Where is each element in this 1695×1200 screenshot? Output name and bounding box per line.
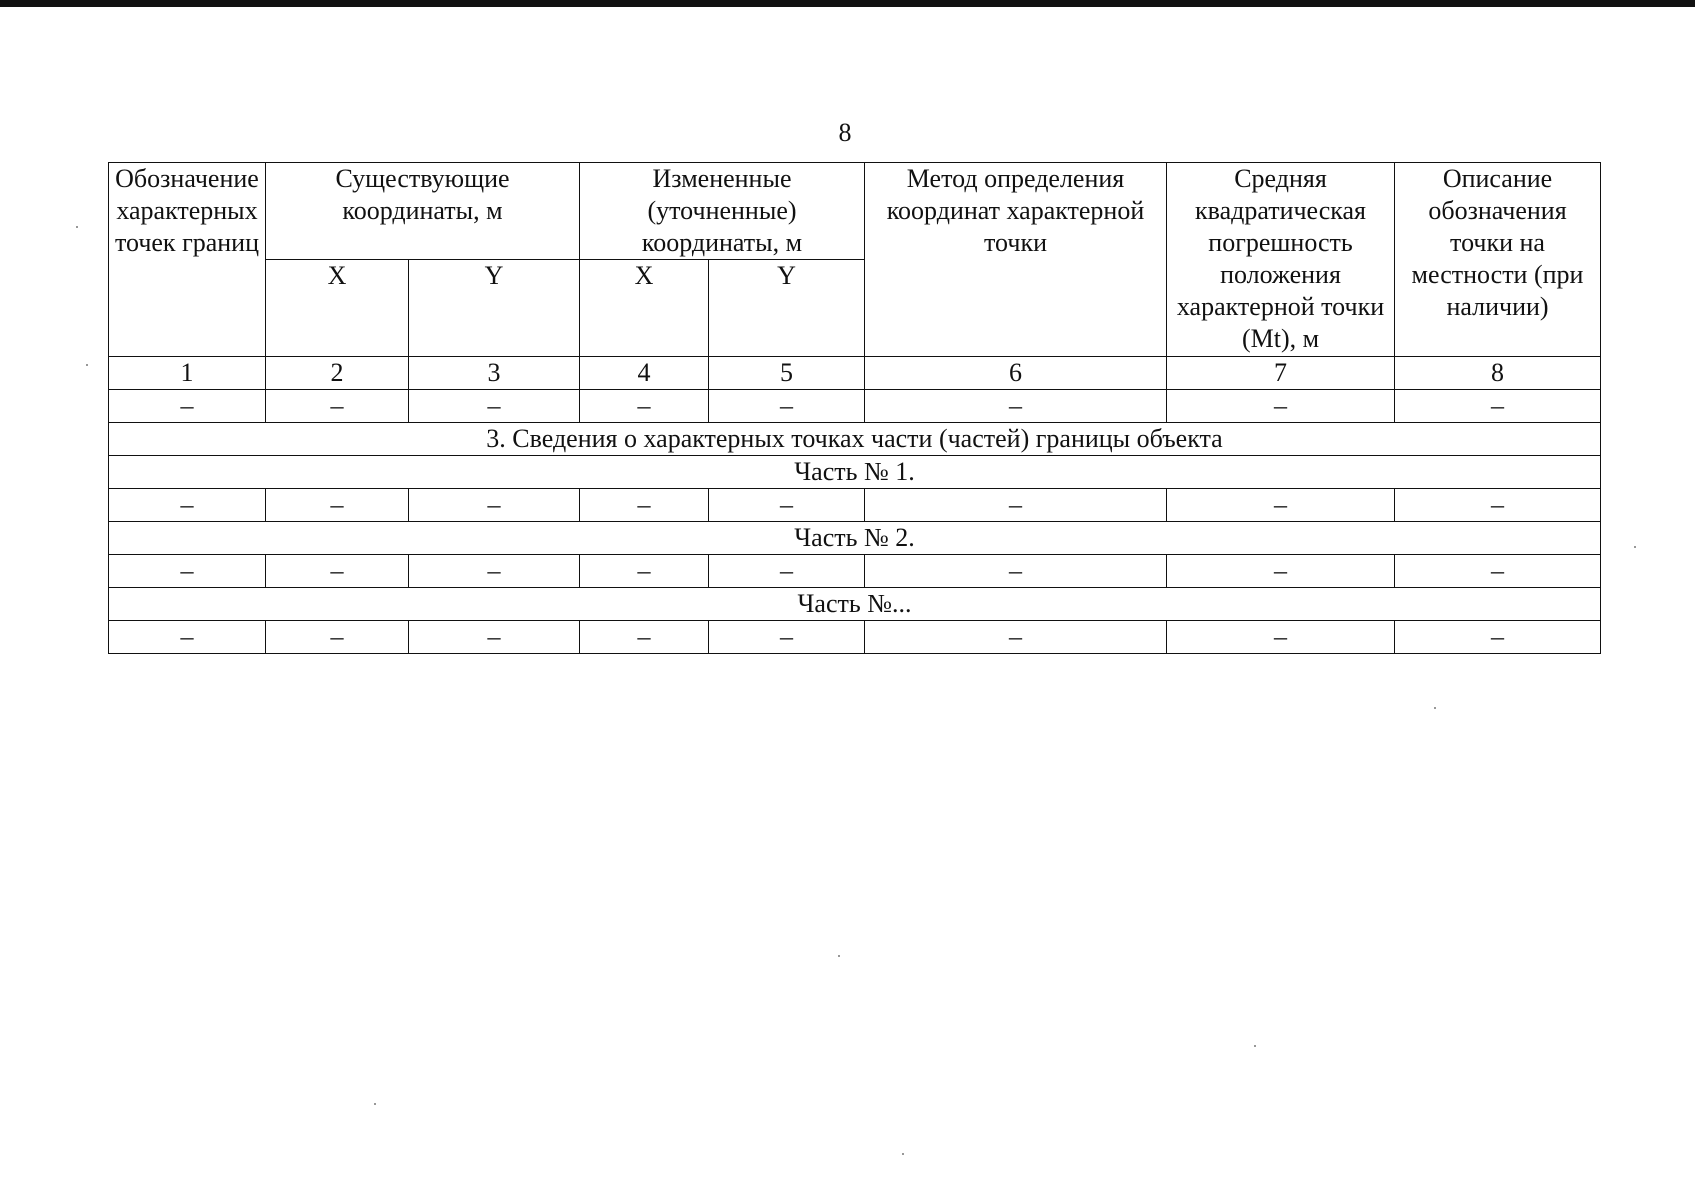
- empty-cell: –: [409, 555, 580, 588]
- empty-cell: –: [266, 489, 409, 522]
- empty-cell: –: [109, 555, 266, 588]
- header-method: Метод определения координат характерной точки: [865, 163, 1167, 357]
- empty-cell: –: [109, 489, 266, 522]
- empty-cell: –: [1395, 390, 1601, 423]
- empty-cell: –: [409, 621, 580, 654]
- header-changed-coordinates: Измененные (уточненные) координаты, м: [580, 163, 865, 260]
- empty-cell: –: [580, 390, 709, 423]
- header-point-designation: Обозначение характерных точек границ: [109, 163, 266, 357]
- scan-speck: [86, 364, 88, 366]
- section-title: 3. Сведения о характерных точках части (частей) границы объекта: [109, 423, 1601, 456]
- scan-speck: [1634, 546, 1636, 548]
- scan-speck: [1434, 707, 1436, 709]
- empty-cell: –: [580, 621, 709, 654]
- empty-cell: –: [709, 390, 865, 423]
- column-number: 6: [865, 357, 1167, 390]
- part-row: [109, 588, 1601, 621]
- empty-cell: –: [266, 390, 409, 423]
- empty-cell: –: [709, 555, 865, 588]
- empty-cell: –: [266, 621, 409, 654]
- column-number: 1: [109, 357, 266, 390]
- empty-cell: –: [865, 390, 1167, 423]
- empty-cell: –: [109, 390, 266, 423]
- empty-cell: –: [580, 489, 709, 522]
- table-row: [109, 489, 1601, 522]
- top-border-rule: [0, 0, 1695, 7]
- page-number: 8: [838, 118, 852, 147]
- section-row: [109, 423, 1601, 456]
- header-point-description: Описание обозначения точки на местности (при наличии): [1395, 163, 1601, 357]
- empty-cell: –: [709, 489, 865, 522]
- scan-speck: [1254, 1045, 1256, 1047]
- column-number: 4: [580, 357, 709, 390]
- column-number: 8: [1395, 357, 1601, 390]
- header-mean-error: Средняя квадратическая погрешность положения характерной точки (Mt), м: [1167, 163, 1395, 357]
- column-number: 2: [266, 357, 409, 390]
- empty-cell: –: [109, 621, 266, 654]
- empty-cell: –: [1395, 555, 1601, 588]
- header-existing-coordinates: Существующие координаты, м: [266, 163, 580, 260]
- empty-cell: –: [1395, 621, 1601, 654]
- scan-speck: [374, 1103, 376, 1105]
- empty-cell: –: [1167, 489, 1395, 522]
- header-changed-y: Y: [709, 260, 865, 357]
- column-number: 5: [709, 357, 865, 390]
- header-existing-y: Y: [409, 260, 580, 357]
- scan-speck: [838, 955, 840, 957]
- header-row: [109, 163, 1601, 260]
- column-number: 3: [409, 357, 580, 390]
- empty-cell: –: [266, 555, 409, 588]
- part-row: [109, 456, 1601, 489]
- empty-cell: –: [409, 390, 580, 423]
- table-row: [109, 555, 1601, 588]
- empty-cell: –: [865, 621, 1167, 654]
- empty-cell: –: [580, 555, 709, 588]
- table-row: [109, 390, 1601, 423]
- part-label: Часть № 2.: [109, 522, 1601, 555]
- part-label: Часть №...: [109, 588, 1601, 621]
- empty-cell: –: [1167, 555, 1395, 588]
- column-number-row: [109, 357, 1601, 390]
- scan-speck: [76, 226, 78, 228]
- header-changed-x: X: [580, 260, 709, 357]
- empty-cell: –: [709, 621, 865, 654]
- empty-cell: –: [865, 489, 1167, 522]
- scan-speck: [902, 1153, 904, 1155]
- column-number: 7: [1167, 357, 1395, 390]
- header-existing-x: X: [266, 260, 409, 357]
- part-row: [109, 522, 1601, 555]
- table-row: [109, 621, 1601, 654]
- empty-cell: –: [409, 489, 580, 522]
- part-label: Часть № 1.: [109, 456, 1601, 489]
- characteristic-points-table: [108, 162, 1601, 654]
- empty-cell: –: [1167, 621, 1395, 654]
- empty-cell: –: [1395, 489, 1601, 522]
- empty-cell: –: [865, 555, 1167, 588]
- empty-cell: –: [1167, 390, 1395, 423]
